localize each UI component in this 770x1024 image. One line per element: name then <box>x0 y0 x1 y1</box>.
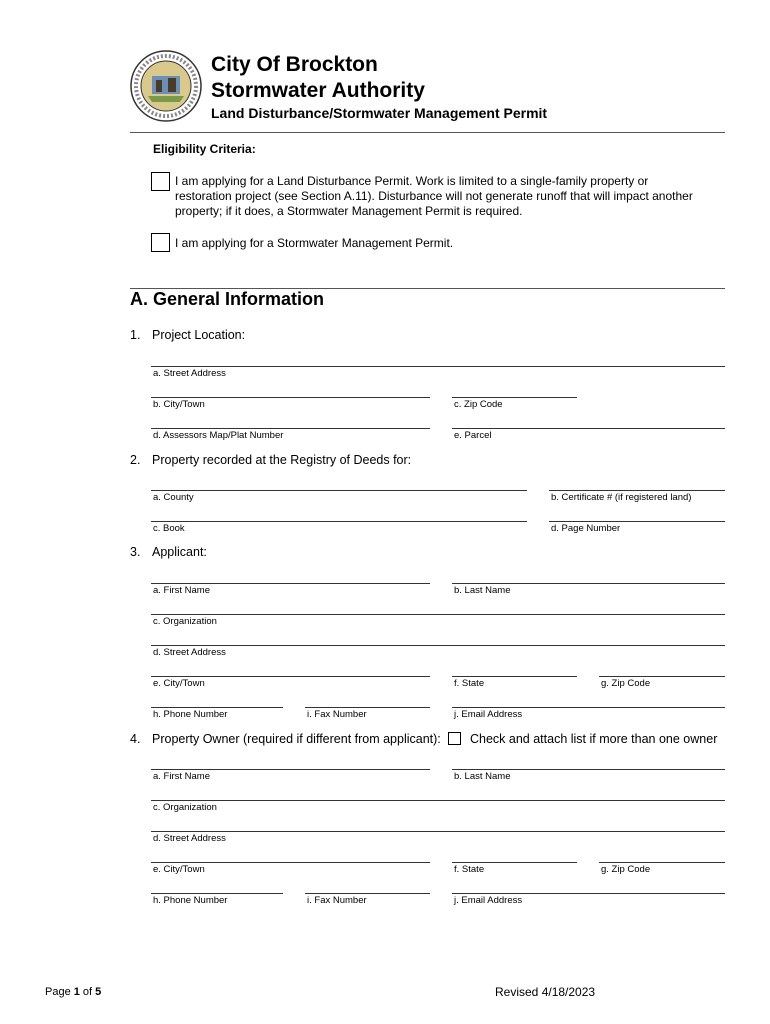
city-title: City Of Brockton <box>211 53 378 76</box>
q1-text: Project Location: <box>152 328 246 342</box>
land-disturbance-checkbox[interactable] <box>151 172 170 191</box>
applicant-email-field[interactable] <box>452 707 725 708</box>
project-street-label: a. Street Address <box>153 368 226 379</box>
applicant-first-name-label: a. First Name <box>153 585 211 596</box>
applicant-street-label: d. Street Address <box>153 647 226 658</box>
owner-state-label: f. State <box>454 864 485 875</box>
owner-org-field[interactable] <box>151 800 725 801</box>
applicant-street-field[interactable] <box>151 645 725 646</box>
owner-last-name-label: b. Last Name <box>454 771 511 782</box>
owner-email-field[interactable] <box>452 893 725 894</box>
project-zip-label: c. Zip Code <box>454 399 503 410</box>
owner-org-label: c. Organization <box>153 802 217 813</box>
applicant-last-name-label: b. Last Name <box>454 585 511 596</box>
applicant-last-name-field[interactable] <box>452 583 725 584</box>
owner-state-field[interactable] <box>452 862 577 863</box>
applicant-org-field[interactable] <box>151 614 725 615</box>
page-number: Page 1 of 5 <box>45 986 102 998</box>
q4-text: Property Owner (required if different from applicant): <box>152 732 441 746</box>
project-zip-field[interactable] <box>452 397 577 398</box>
owner-city-label: e. City/Town <box>153 864 205 875</box>
applicant-city-field[interactable] <box>151 676 430 677</box>
revision-date: Revised 4/18/2023 <box>495 985 596 999</box>
project-parcel-field[interactable] <box>452 428 725 429</box>
applicant-email-label: j. Email Address <box>454 709 523 720</box>
applicant-phone-label: h. Phone Number <box>153 709 228 720</box>
owner-city-field[interactable] <box>151 862 430 863</box>
project-city-field[interactable] <box>151 397 430 398</box>
applicant-org-label: c. Organization <box>153 616 217 627</box>
q2-text: Property recorded at the Registry of Deeds for: <box>152 453 412 467</box>
registry-county-field[interactable] <box>151 490 527 491</box>
multiple-owners-text: Check and attach list if more than one owner <box>470 732 718 746</box>
owner-phone-field[interactable] <box>151 893 283 894</box>
owner-email-label: j. Email Address <box>454 895 523 906</box>
owner-fax-field[interactable] <box>305 893 430 894</box>
registry-cert-label: b. Certificate # (if registered land) <box>551 492 692 503</box>
registry-page-label: d. Page Number <box>551 523 621 534</box>
project-city-label: b. City/Town <box>153 399 205 410</box>
permit-subtitle: Land Disturbance/Stormwater Management Permit <box>211 105 548 121</box>
stormwater-permit-option-text: I am applying for a Stormwater Management Permit. <box>175 236 454 250</box>
city-seal-icon <box>130 50 202 122</box>
q2-number: 2. <box>130 453 141 467</box>
applicant-state-field[interactable] <box>452 676 577 677</box>
q3-text: Applicant: <box>152 545 207 559</box>
project-map-label: d. Assessors Map/Plat Number <box>153 430 284 441</box>
eligibility-heading: Eligibility Criteria: <box>153 142 256 156</box>
stormwater-permit-checkbox[interactable] <box>151 233 170 252</box>
owner-last-name-field[interactable] <box>452 769 725 770</box>
header-divider <box>130 132 725 133</box>
owner-street-field[interactable] <box>151 831 725 832</box>
applicant-phone-field[interactable] <box>151 707 283 708</box>
land-disturbance-option-text: I am applying for a Land Disturbance Permit. Work is limited to a single-family property or restoration project (see Section A.11). Disturbance will not generate runoff that will impact another property; if it does, a Stormwater Management Permit is required. <box>175 174 693 218</box>
owner-zip-label: g. Zip Code <box>601 864 651 875</box>
registry-cert-field[interactable] <box>549 490 725 491</box>
owner-fax-label: i. Fax Number <box>307 895 367 906</box>
owner-phone-label: h. Phone Number <box>153 895 228 906</box>
q3-number: 3. <box>130 545 141 559</box>
registry-page-field[interactable] <box>549 521 725 522</box>
multiple-owners-checkbox[interactable] <box>448 732 461 745</box>
applicant-zip-label: g. Zip Code <box>601 678 651 689</box>
registry-book-label: c. Book <box>153 523 185 534</box>
section-a-title: A. General Information <box>130 289 325 309</box>
owner-first-name-label: a. First Name <box>153 771 211 782</box>
owner-zip-field[interactable] <box>599 862 725 863</box>
owner-street-label: d. Street Address <box>153 833 226 844</box>
q1-number: 1. <box>130 328 141 342</box>
project-map-field[interactable] <box>151 428 430 429</box>
q4-number: 4. <box>130 732 141 746</box>
owner-first-name-field[interactable] <box>151 769 430 770</box>
applicant-fax-label: i. Fax Number <box>307 709 367 720</box>
project-street-field[interactable] <box>151 366 725 367</box>
authority-title: Stormwater Authority <box>211 79 425 102</box>
applicant-fax-field[interactable] <box>305 707 430 708</box>
registry-book-field[interactable] <box>151 521 527 522</box>
project-parcel-label: e. Parcel <box>454 430 492 441</box>
applicant-city-label: e. City/Town <box>153 678 205 689</box>
applicant-first-name-field[interactable] <box>151 583 430 584</box>
applicant-state-label: f. State <box>454 678 485 689</box>
applicant-zip-field[interactable] <box>599 676 725 677</box>
registry-county-label: a. County <box>153 492 194 503</box>
